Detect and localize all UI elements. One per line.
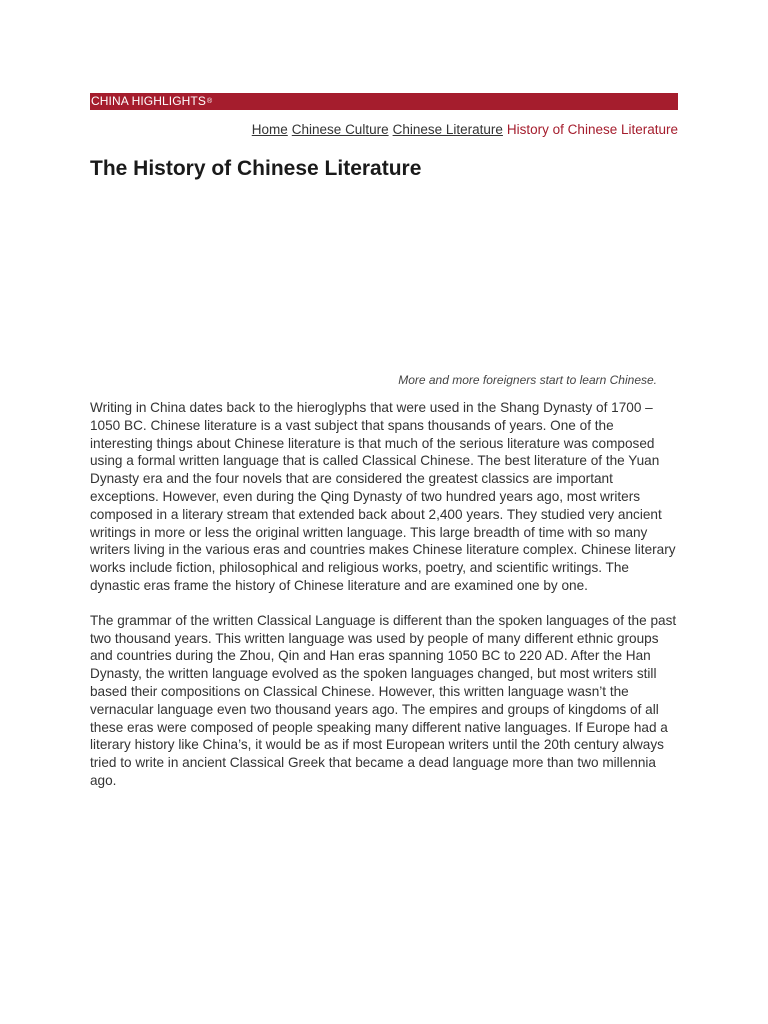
breadcrumb-link-chinese-literature[interactable]: Chinese Literature — [392, 122, 503, 137]
page-title: The History of Chinese Literature — [90, 157, 422, 180]
breadcrumb-current-page: History of Chinese Literature — [506, 122, 678, 137]
image-caption: More and more foreigners start to learn Chinese. — [398, 373, 657, 387]
trademark-symbol: ® — [206, 98, 213, 105]
brand-header-bar — [90, 93, 678, 110]
article-image-placeholder — [90, 182, 678, 372]
breadcrumb-link-chinese-culture[interactable]: Chinese Culture — [291, 122, 389, 137]
document-page — [90, 93, 678, 790]
breadcrumb-link-home[interactable]: Home — [251, 122, 288, 137]
article-paragraph-2: The grammar of the written Classical Language is different than the spoken languages of the past two thousand years. This written language was used by people of many different ethnic groups and countries during the Zhou, Qin and Han eras spanning 1050 BC to 220 AD. After the Han Dynasty, the written language evolved as the spoken languages changed, but most writers still based their compositions on Classical Chinese. However, this written language wasn’t the vernacular language even two thousand years ago. The empires and groups of kingdoms of all these eras were composed of people speaking many different native languages. If Europe had a literary history like China’s, it would be as if most European writers until the 20th century always tried to write in ancient Classical Greek that became a dead language more than two millennia ago. — [90, 612, 677, 788]
breadcrumb — [90, 122, 678, 138]
brand-logo-text[interactable]: CHINA HIGHLIGHTS — [91, 94, 206, 108]
article-paragraph-1: Writing in China dates back to the hieroglyphs that were used in the Shang Dynasty of 1700 – 1050 BC. Chinese literature is a vast subject that spans thousands of years. One of the interesting things about Chinese literature is that much of the serious literature was composed using a formal written language that is called Classical Chinese. The best literature of the Yuan Dynasty era and the four novels that are considered the greatest classics are important exceptions. However, even during the Qing Dynasty of two hundred years ago, most writers composed in a literary stream that extended back about 2,400 years. They studied very ancient writings in more or less the original written language. This large breadth of time with so many writers living in the various eras and countries makes Chinese literature complex. Chinese literary works include fiction, philosophical and religious works, poetry, and scientific writings. The dynastic eras frame the history of Chinese literature and are examined one by one. — [90, 400, 676, 593]
